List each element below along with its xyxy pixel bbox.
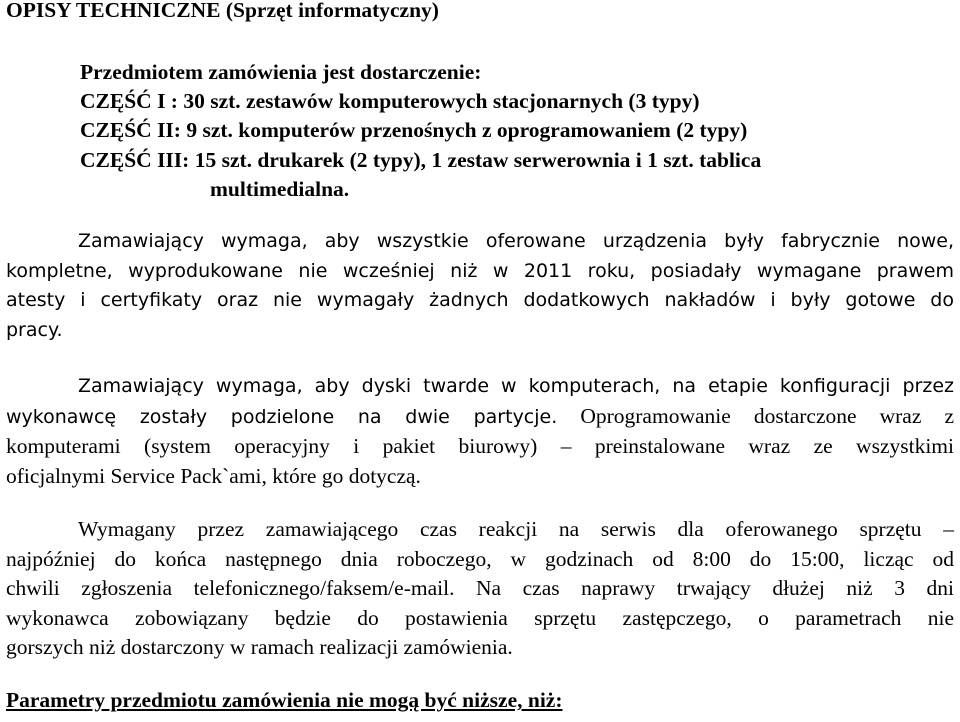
order-subject-block <box>80 58 761 204</box>
order-subject-intro: Przedmiotem zamówienia jest dostarczenie: <box>80 60 482 84</box>
order-part-1: CZĘŚĆ I : 30 szt. zestawów komputerowych stacjonarnych (3 typy) <box>80 89 700 114</box>
parameters-section-title: Parametry przedmiotu zamówienia nie mogą być niższe, niż: <box>6 688 563 712</box>
paragraph-line: pracy. <box>6 318 63 341</box>
paragraph-line: najpóźniej do końca następnego dnia roboczego, w godzinach od 8:00 do 15:00, licząc od <box>6 546 954 571</box>
paragraph-fragment: Oprogramowanie dostarczone wraz z <box>557 403 954 428</box>
paragraph-line: Zamawiający wymaga, aby wszystkie oferowane urządzenia były fabrycznie nowe, <box>78 230 954 252</box>
paragraph-line: gorszych niż dostarczony w ramach realizacji zamówienia. <box>6 635 513 660</box>
paragraph-line: kompletne, wyprodukowane nie wcześniej niż w 2011 roku, posiadały wymagane prawem <box>6 259 954 282</box>
paragraph-line-mixed <box>6 574 954 604</box>
paragraph-fragment: Na czas naprawy trwający dłużej niż 3 dni <box>454 576 954 601</box>
paragraph-line: wykonawca zobowiązany będzie do postawienia sprzętu zastępczego, o parametrach nie <box>6 605 954 630</box>
paragraph-requirements-new-equipment <box>6 227 954 345</box>
paragraph-line-mixed <box>6 402 954 433</box>
paragraph-disk-partitions <box>6 372 954 491</box>
paragraph-line: oficjalnymi Service Pack`ami, które go dotyczą. <box>6 463 421 488</box>
paragraph-fragment: chwili zgłoszenia telefonicznego/faksem/e-mail. <box>6 576 455 601</box>
order-part-3: CZĘŚĆ III: 15 szt. drukarek (2 typy), 1 zestaw serwerownia i 1 szt. tablica <box>80 147 762 172</box>
paragraph-line: Wymagany przez zamawiającego czas reakcji na serwis dla oferowanego sprzętu – <box>78 517 954 541</box>
paragraph-fragment: wykonawcę zostały podzielone na dwie partycje. <box>6 405 558 428</box>
paragraph-service-response <box>6 515 954 663</box>
order-part-3-continued: multimedialna. <box>210 176 350 201</box>
paragraph-line: atesty i certyfikaty oraz nie wymagały żadnych dodatkowych nakładów i były gotowe do <box>6 289 954 312</box>
order-part-2: CZĘŚĆ II: 9 szt. komputerów przenośnych z oprogramowaniem (2 typy) <box>80 118 748 143</box>
document-heading: OPISY TECHNICZNE (Sprzęt informatyczny) <box>6 0 439 22</box>
paragraph-line: komputerami (system operacyjny i pakiet biurowy) – preinstalowane wraz ze wszystkimi <box>6 434 954 459</box>
paragraph-line: Zamawiający wymaga, aby dyski twarde w komputerach, na etapie konfiguracji przez <box>78 375 954 397</box>
